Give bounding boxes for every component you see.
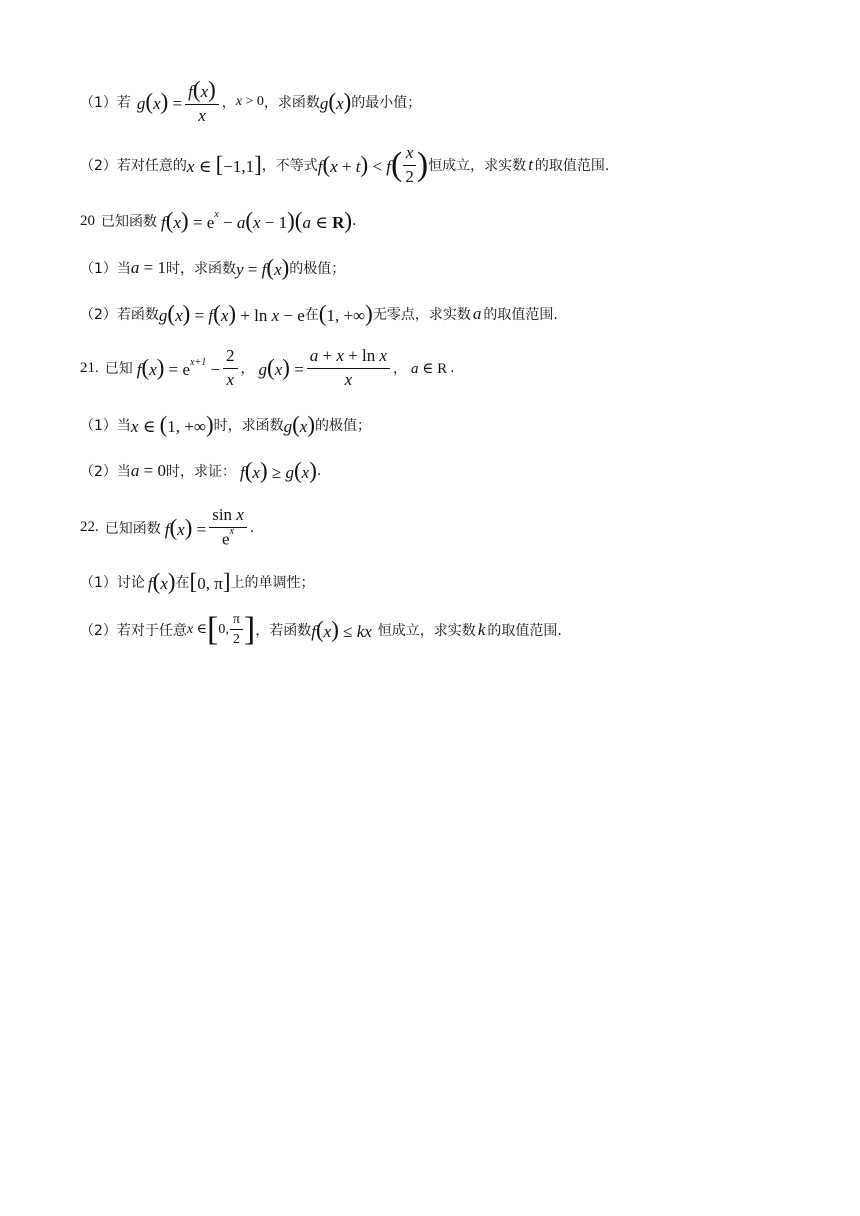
q20-part2-after: 无零点，求实数 <box>372 307 471 323</box>
q19-part1 <box>80 78 820 125</box>
q22-f-def: f(x) = <box>164 514 207 540</box>
q22-part2-after: 恒成立，求实数 <box>377 622 476 639</box>
q22-fraction-pi-over-2: $\frac{\pi}{2}$ <box>230 612 243 648</box>
q20-part2-end: 的取值范围. <box>483 307 558 323</box>
q22-fx: f(x) <box>147 569 176 594</box>
q22-x-in: x ∈ <box>186 622 208 638</box>
q19-part1-after: ，求函数 <box>263 94 320 111</box>
q21-stem-end: . <box>450 360 455 377</box>
q22-interval-0-pi: [0, π] <box>189 569 231 594</box>
q21-stem-sep: ， <box>240 361 255 378</box>
q22-number: 22. <box>80 519 99 536</box>
q19-part2-mid: ，不等式 <box>261 158 318 175</box>
q22-stem-end: . <box>249 519 255 536</box>
q19-part1-end: 的最小值； <box>351 94 422 111</box>
q21-g-def: g(x) = <box>258 355 304 381</box>
q20-stem <box>80 209 820 233</box>
q20-function-def: $f(x) = e^x - a(x - 1)(a$ ∈ R) <box>161 208 353 233</box>
q22-part2-label: （2）若对于任意 <box>80 622 187 639</box>
q19-part1-formula-g: g(x) = <box>136 88 183 114</box>
q21-part1-label: （1）当 <box>80 418 131 434</box>
q21-part2-end: . <box>316 463 322 479</box>
q21-part1-mid: 时，求函数 <box>213 418 284 434</box>
q19-gx: g(x) <box>319 88 352 114</box>
q19-fraction-fx-over-x: $\frac{f(x)}{x}$ <box>185 78 219 125</box>
q22-part1-mid: 在 <box>175 575 190 591</box>
q19-part2-after: 恒成立，求实数 <box>428 158 527 175</box>
q21-stem-text: 已知 <box>104 361 133 378</box>
q21-part2-mid: 时，求证： <box>166 464 237 480</box>
q19-condition-x-positive: x > 0 <box>235 93 264 109</box>
q21-a-equals-0: a = 0 <box>130 461 167 480</box>
q21-a-in-R: a ∈ R <box>411 360 448 377</box>
q20-part1-mid: 时，求函数 <box>166 261 237 277</box>
q19-part1-sep: ， <box>221 94 236 111</box>
q21-part2 <box>80 459 820 483</box>
q21-inequality: f(x) ≥ g(x) <box>240 458 317 483</box>
q21-stem <box>80 347 820 389</box>
q21-part1 <box>80 413 820 437</box>
q19-var-t: t <box>528 155 533 175</box>
q20-part2-label: （2）若函数 <box>80 307 159 323</box>
q21-gx: g(x) <box>283 412 316 437</box>
q20-y-equals-fx: y = f(x) <box>236 255 290 280</box>
q20-number: 20 <box>80 212 95 229</box>
q20-part2 <box>80 302 820 326</box>
q22-left-bracket: [ <box>207 610 219 648</box>
q19-interval: x ∈ [−1,1] <box>186 152 262 178</box>
q22-part2-end: 的取值范围. <box>487 622 562 639</box>
q21-part2-label: （2）当 <box>80 464 131 480</box>
q20-part1 <box>80 256 820 280</box>
q21-interval: x ∈ (1, +∞) <box>130 412 214 437</box>
q20-part1-end: 的极值； <box>289 261 346 277</box>
q22-fraction-sinx-over-ex: $\frac{\text{sin x}}{e^x}$ <box>209 506 247 549</box>
q20-stem-end: . <box>352 213 357 229</box>
q20-part1-label: （1）当 <box>80 261 131 277</box>
q22-part2 <box>80 612 820 648</box>
q22-right-bracket: ] <box>243 610 256 648</box>
q19-part2-label: （2）若对任意的 <box>80 158 187 175</box>
q19-fraction-x-over-2: $\frac{x}{2}$ <box>402 144 417 186</box>
q20-interval: (1, +∞) <box>318 301 373 326</box>
q19-left-paren: ( <box>391 146 403 184</box>
q21-stem-sep2: ， <box>393 361 408 378</box>
q22-stem <box>80 506 820 549</box>
q19-part2 <box>80 144 820 186</box>
q22-stem-text: 已知函数 <box>104 520 161 537</box>
q22-part1-label: （1）讨论 <box>80 575 145 591</box>
q22-part1 <box>80 570 820 594</box>
q22-var-k: k <box>477 619 486 639</box>
q21-f-def: $f(x) = e^{x+1}$ − <box>136 355 221 381</box>
q22-inequality: f(x) ≤ kx <box>311 616 372 642</box>
q20-g-def: g(x) = f(x) + ln x − e <box>158 301 305 326</box>
q20-a-equals-1: a = 1 <box>130 258 167 277</box>
q21-number: 21. <box>80 359 99 376</box>
q19-part2-end: 的取值范围. <box>534 158 610 175</box>
q20-part2-mid: 在 <box>304 307 319 323</box>
q21-part1-end: 的极值； <box>315 418 372 434</box>
q22-zero: 0, <box>218 621 229 637</box>
q21-fraction-g: $\frac{\text{a + x + ln x}}{x}$ <box>307 347 390 389</box>
q19-part1-label: （1）若 <box>80 94 131 111</box>
q19-right-paren: ) <box>416 146 429 184</box>
q22-part2-mid: ，若函数 <box>255 622 312 639</box>
q19-inequality: f(x + t) < f <box>317 152 392 178</box>
q22-part1-end: 上的单调性； <box>230 575 315 591</box>
q20-var-a: a <box>472 304 482 323</box>
q21-fraction-2-over-x: $\frac{2}{x}$ <box>223 347 238 389</box>
q20-stem-text: 已知函数 <box>101 214 157 230</box>
